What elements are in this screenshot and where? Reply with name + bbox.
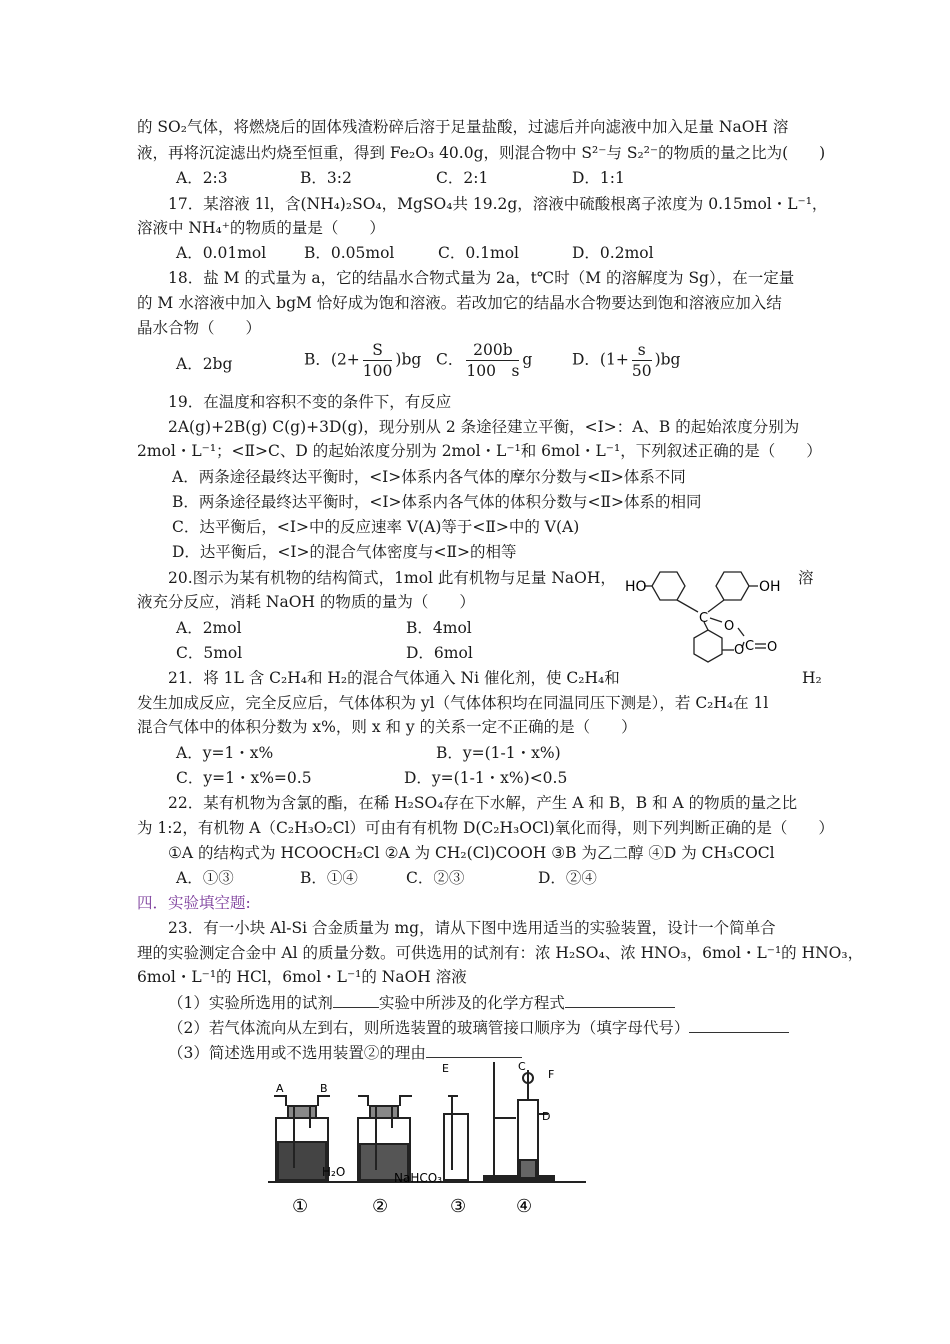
benzene-ring — [652, 572, 685, 600]
o-label: O — [724, 619, 735, 634]
label-b: B — [320, 1082, 328, 1095]
q21-option-a: A．y=1・x% — [176, 744, 274, 762]
q21-option-c: C．y=1・x%=0.5 — [176, 769, 312, 787]
q18-line2: 的 M 水溶液中加入 bgM 恰好成为饱和溶液。若改加它的结晶水合物要达到饱和溶液应加入结 — [137, 294, 782, 312]
label-d: D — [542, 1110, 551, 1123]
nahco3-label: NaHCO₃ — [394, 1171, 442, 1185]
q22-option-b: B．①④ — [300, 869, 358, 887]
q18-line3: 晶水合物（ ） — [137, 319, 262, 337]
oh-label: OH — [759, 579, 781, 595]
q21-option-b: B．y=(1-1・x%) — [436, 744, 561, 762]
label-a: A — [276, 1082, 284, 1095]
water-label: H₂O — [322, 1165, 346, 1179]
c-label: C — [745, 639, 755, 654]
answer-blank[interactable] — [333, 991, 379, 1008]
fraction: $\frac{S}{100}$ — [362, 341, 393, 380]
q18-option-c: C． $\frac{200b}{100 s}$ g — [436, 341, 533, 380]
apparatus-number: ② — [372, 1196, 389, 1217]
apparatus-diagram — [264, 1058, 590, 1218]
q19-line3: 2mol・L⁻¹；<Ⅱ>C、D 的起始浓度分别为 2mol・L⁻¹和 6mol・L⁻¹，下列叙述正确的是（ ） — [137, 442, 822, 460]
q19-option-d: D．达平衡后，<Ⅰ>的混合气体密度与<Ⅱ>的相等 — [172, 543, 517, 561]
q17-option-d: D．0.2mol — [572, 244, 654, 262]
q23-line3: 6mol・L⁻¹的 HCl，6mol・L⁻¹的 NaOH 溶液 — [137, 968, 467, 986]
q19-line1: 19．在温度和容积不变的条件下，有反应 — [168, 393, 452, 411]
c-label: C — [699, 611, 709, 626]
benzene-ring — [716, 572, 749, 600]
q22-option-d: D．②④ — [538, 869, 597, 887]
q22-option-a: A．①③ — [176, 869, 234, 887]
q16-line2: 液，再将沉淀滤出灼烧至恒重，得到 Fe₂O₃ 40.0g，则混合物中 S²⁻与 S₂²⁻的物质的量之比为( ) — [137, 144, 826, 162]
q21-option-d: D．y=(1-1・x%)<0.5 — [404, 769, 568, 787]
q23-line2: 理的实验测定合金中 Al 的质量分数。可供选用的试剂有：浓 H₂SO₄、浓 HNO₃，6mol・L⁻¹的 HNO₃， — [137, 944, 864, 962]
q18-option-d: D．(1+ $\frac{s}{50}$ )bg — [572, 341, 681, 380]
q17-line1: 17．某溶液 1l，含(NH₄)₂SO₄，MgSO₄共 19.2g，溶液中硫酸根离子浓度为 0.15mol・L⁻¹， — [168, 195, 828, 213]
apparatus-number: ① — [292, 1196, 309, 1217]
q22-option-c: C．②③ — [406, 869, 465, 887]
q22-line2: 为 1:2，有机物 A（C₂H₃O₂Cl）可由有有机物 D(C₂H₃OCl)氧化而得，则下列判断正确的是（ ） — [137, 819, 834, 837]
q17-option-b: B．0.05mol — [304, 244, 395, 262]
answer-blank[interactable] — [426, 1041, 522, 1058]
q16-option-b: B．3:2 — [300, 169, 352, 187]
q18-line1: 18．盐 M 的式量为 a，它的结晶水合物式量为 2a，t℃时（M 的溶解度为 Sg），在一定量 — [168, 269, 795, 287]
q23-line1: 23．有一小块 Al-Si 合金质量为 mg，请从下图中选用适当的实验装置，设计一个简单合 — [168, 919, 776, 937]
q21-line3: 混合气体中的体积分数为 x%，则 x 和 y 的关系一定不正确的是（ ） — [137, 718, 637, 736]
q16-option-c: C．2:1 — [436, 169, 489, 187]
fraction: $\frac{s}{50}$ — [631, 341, 652, 380]
q19-option-b: B．两条途径最终达平衡时，<Ⅰ>体系内各气体的体积分数与<Ⅱ>体系的相同 — [172, 493, 702, 511]
o-label: O — [767, 640, 778, 655]
q16-line1: 的 SO₂气体，将燃烧后的固体残渣粉碎后溶于足量盐酸，过滤后并向滤液中加入足量 NaOH 溶 — [137, 118, 789, 136]
answer-blank[interactable] — [565, 991, 675, 1008]
q20-option-c: C．5mol — [176, 644, 243, 662]
q17-option-a: A．0.01mol — [176, 244, 267, 262]
q22-line1: 22．某有机物为含氯的酯，在稀 H₂SO₄存在下水解，产生 A 和 B，B 和 A 的物质的量之比 — [168, 794, 798, 812]
apparatus-number: ③ — [450, 1196, 467, 1217]
section-heading: 四．实验填空题: — [137, 894, 251, 912]
label-c: C — [518, 1060, 526, 1073]
q20-option-b: B．4mol — [406, 619, 472, 637]
q23-part1: （1）实验所选用的试剂 实验中所涉及的化学方程式 — [168, 991, 848, 1015]
fraction: $\frac{200b}{100 s}$ — [466, 341, 520, 380]
q17-line2: 溶液中 NH₄⁺的物质的量是（ ） — [137, 219, 385, 237]
q23-part2: （2）若气体流向从左到右，则所选装置的玻璃管接口顺序为（填字母代号） — [168, 1016, 848, 1040]
q19-line2: 2A(g)+2B(g) C(g)+3D(g)，现分别从 2 条途径建立平衡，<Ⅰ>：A、B 的起始浓度分别为 — [168, 418, 800, 436]
o-label: O — [734, 643, 745, 658]
ho-label: HO — [625, 579, 647, 595]
q23-part3: （3）简述选用或不选用装置②的理由 — [168, 1041, 848, 1065]
q22-line3: ①A 的结构式为 HCOOCH₂Cl ②A 为 CH₂(Cl)COOH ③B 为乙二醇 ④D 为 CH₃COCl — [168, 844, 775, 862]
q21-line1: 21．将 1L 含 C₂H₄和 H₂的混合气体通入 Ni 催化剂，使 C₂H₄和 — [168, 669, 620, 687]
q16-option-a: A．2:3 — [176, 169, 228, 187]
q20-line1: 20.图示为某有机物的结构简式，1mol 此有机物与足量 NaOH， — [168, 569, 616, 587]
q21-line2: 发生加成反应，完全反应后，气体体积为 yl（气体体积均在同温同压下测是），若 C₂H₄在 1l — [137, 694, 769, 712]
label-f: F — [548, 1068, 555, 1081]
q19-option-a: A．两条途径最终达平衡时，<Ⅰ>体系内各气体的摩尔分数与<Ⅱ>体系不同 — [172, 468, 686, 486]
apparatus-number: ④ — [516, 1196, 533, 1217]
q17-option-c: C．0.1mol — [438, 244, 519, 262]
q16-option-d: D．1:1 — [572, 169, 625, 187]
q18-option-a: A．2bg — [176, 355, 233, 373]
q20-line2: 液充分反应，消耗 NaOH 的物质的量为（ ） — [137, 593, 475, 611]
q21-line1-right: H₂ — [802, 669, 822, 687]
benzene-ring — [694, 630, 722, 662]
q20-option-a: A．2mol — [176, 619, 242, 637]
q20-line1-right: 溶 — [798, 569, 814, 587]
label-e: E — [442, 1062, 449, 1075]
q20-option-d: D．6mol — [406, 644, 473, 662]
q19-option-c: C．达平衡后，<Ⅰ>中的反应速率 V(A)等于<Ⅱ>中的 V(A) — [172, 518, 580, 536]
q18-option-b: B．(2+ $\frac{S}{100}$ )bg — [304, 341, 422, 380]
answer-blank[interactable] — [689, 1016, 789, 1033]
